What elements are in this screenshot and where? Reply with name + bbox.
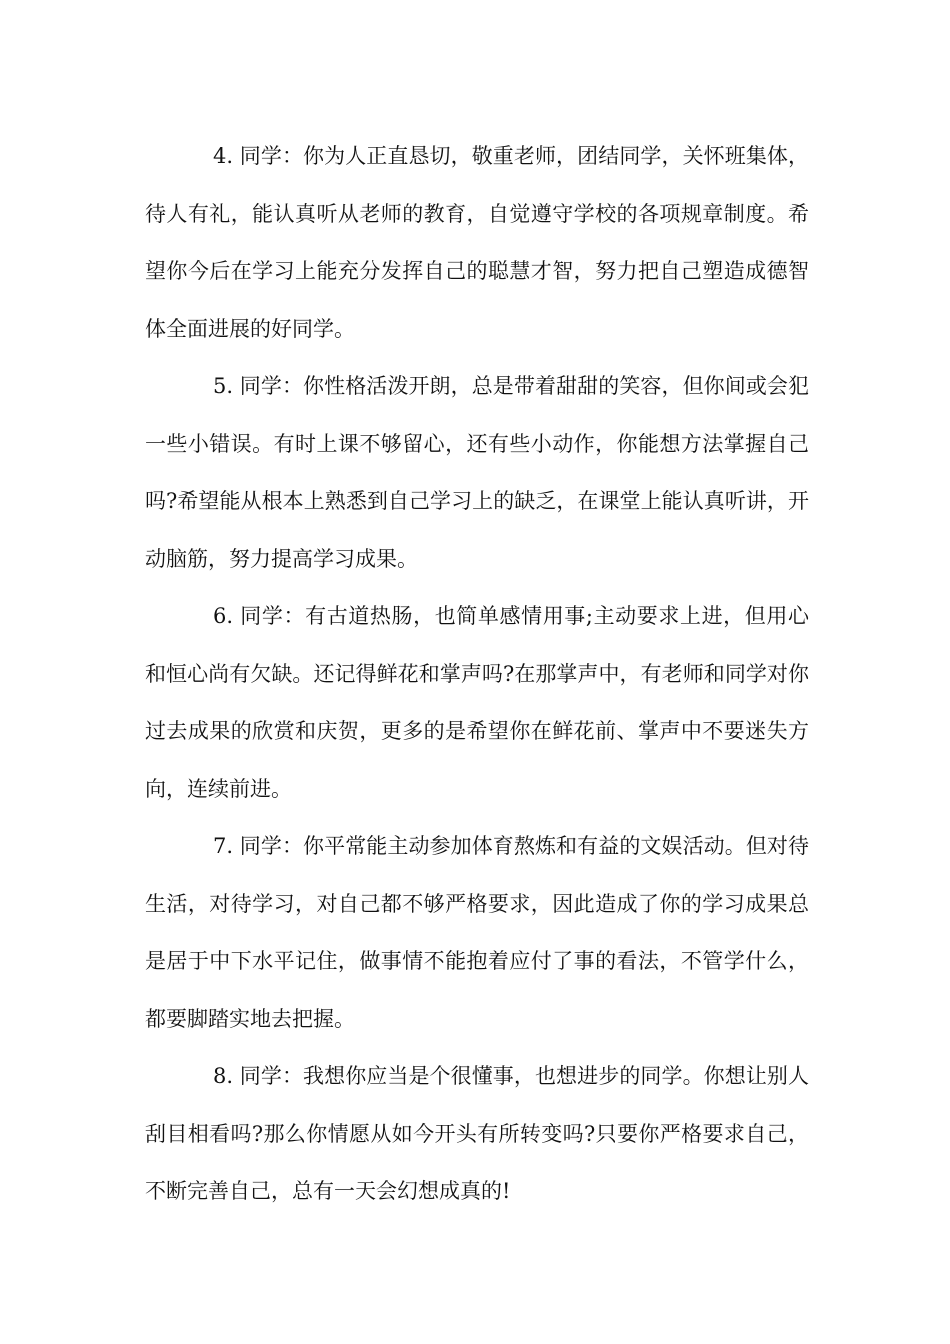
paragraph-5: 5. 同学：你性格活泼开朗，总是带着甜甜的笑容，但你间或会犯一些小错误。有时上课不够留心，还有些小动作，你能想方法掌握自己吗?希望能从根本上熟悉到自己学习上的缺乏，在课堂上能认真听讲，开动脑筋，努力提高学习成果。 xyxy=(145,374,809,571)
paragraph-8: 8. 同学：我想你应当是个很懂事，也想进步的同学。你想让别人刮目相看吗?那么你情愿从如今开头有所转变吗?只要你严格要求自己，不断完善自己，总有一天会幻想成真的! xyxy=(145,1064,809,1203)
paragraph-7: 7. 同学：你平常能主动参加体育熬炼和有益的文娱活动。但对待生活，对待学习，对自己都不够严格要求，因此造成了你的学习成果总是居于中下水平记住，做事情不能抱着应付了事的看法，不管学什么，都要脚踏实地去把握。 xyxy=(145,834,809,1031)
paragraph-6: 6. 同学：有古道热肠，也简单感情用事;主动要求上进，但用心和恒心尚有欠缺。还记得鲜花和掌声吗?在那掌声中，有老师和同学对你过去成果的欣赏和庆贺，更多的是希望你在鲜花前、掌声中不要迷失方向，连续前进。 xyxy=(145,604,809,801)
document-body xyxy=(145,128,809,1221)
paragraph-4: 4. 同学：你为人正直恳切，敬重老师，团结同学，关怀班集体，待人有礼，能认真听从老师的教育，自觉遵守学校的各项规章制度。希望你今后在学习上能充分发挥自己的聪慧才智，努力把自己塑造成德智体全面进展的好同学。 xyxy=(145,144,809,341)
